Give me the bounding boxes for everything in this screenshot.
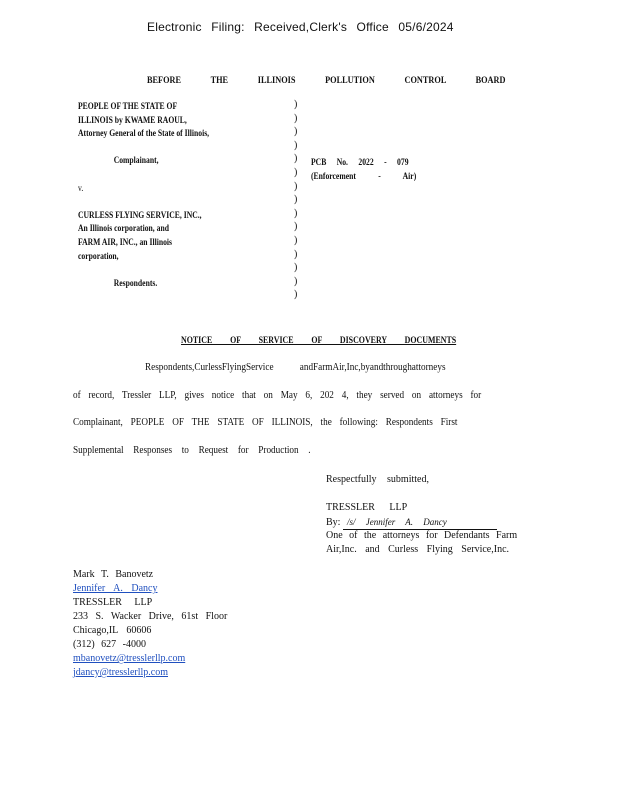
caption-line: Respondents. <box>113 277 158 288</box>
caption-line: v. <box>78 182 84 193</box>
caption-line <box>78 195 209 209</box>
paren: ) <box>294 234 298 246</box>
city-zip: Chicago,IL 60606 <box>73 625 152 636</box>
paren: ) <box>294 180 298 192</box>
body-line-3: Complainant, PEOPLE OF THE STATE OF ILLINOIS, the following: Respondents First <box>73 417 458 428</box>
caption-parens <box>294 98 297 302</box>
by-label: By: <box>326 517 341 528</box>
board-title: BEFORE THE ILLINOIS POLLUTION CONTROL BOARD <box>147 75 506 85</box>
paren: ) <box>294 99 298 110</box>
firm-name: TRESSLER LLP <box>73 597 153 608</box>
phone: (312) 627 -4000 <box>73 639 146 650</box>
body-line-2: of record, Tressler LLP, gives notice that on May 6, 202 4, they served on attorneys for <box>73 390 482 401</box>
address-block <box>73 568 227 680</box>
paren: ) <box>294 194 298 206</box>
paren: ) <box>294 275 298 287</box>
paren: ) <box>294 221 298 233</box>
attorney-name: Mark T. Banovetz <box>73 569 154 580</box>
closing: Respectfully submitted, <box>326 474 429 485</box>
case-number: PCB No. 2022 - 079 <box>311 157 409 167</box>
caption-line <box>78 263 209 277</box>
paren: ) <box>294 112 298 124</box>
filing-header: Electronic Filing: Received,Clerk's Office 05/6/2024 <box>147 20 454 34</box>
email-link[interactable]: mbanovetz@tresslerllp.com <box>73 653 186 664</box>
attorney-name-link[interactable]: Jennifer A. Dancy <box>73 583 158 594</box>
caption-line: FARM AIR, INC., an Illinois <box>78 236 173 247</box>
paren: ) <box>294 153 298 165</box>
paren: ) <box>294 166 298 178</box>
paren: ) <box>294 289 298 301</box>
caption-line: ILLINOIS by KWAME RAOUL, <box>78 114 187 125</box>
caption-line: Complainant, <box>113 155 159 166</box>
street-address: 233 S. Wacker Drive, 61st Floor <box>73 611 228 622</box>
role-line: Air,Inc. and Curless Flying Service,Inc. <box>326 544 510 555</box>
role-line: One of the attorneys for Defendants Farm <box>326 530 518 541</box>
caption-line: PEOPLE OF THE STATE OF <box>78 101 178 111</box>
body-line-4: Supplemental Responses to Request for Production . <box>73 445 311 456</box>
caption-line: An Illinois corporation, and <box>78 223 169 234</box>
caption-left <box>78 100 209 290</box>
paren: ) <box>294 139 298 151</box>
caption-line: corporation, <box>78 250 119 261</box>
body-line-1: Respondents,CurlessFlyingService andFarmAir,Inc,byandthroughattorneys <box>145 362 446 373</box>
caption-line <box>78 168 209 182</box>
paren: ) <box>294 262 298 274</box>
paren: ) <box>294 126 298 138</box>
caption-line: Attorney General of the State of Illinois, <box>78 128 210 139</box>
paren: ) <box>294 207 298 219</box>
caption-line: CURLESS FLYING SERVICE, INC., <box>78 209 202 220</box>
by-line <box>326 515 517 529</box>
case-type: (Enforcement - Air) <box>311 171 417 181</box>
email-link[interactable]: jdancy@tresslerllp.com <box>73 667 169 678</box>
firm-name: TRESSLER LLP <box>326 502 408 513</box>
signature-block <box>326 473 517 557</box>
paren: ) <box>294 248 298 260</box>
notice-title: NOTICE OF SERVICE OF DISCOVERY DOCUMENTS <box>181 335 457 345</box>
caption-line <box>78 141 209 155</box>
signature: /s/ Jennifer A. Dancy <box>343 515 497 530</box>
